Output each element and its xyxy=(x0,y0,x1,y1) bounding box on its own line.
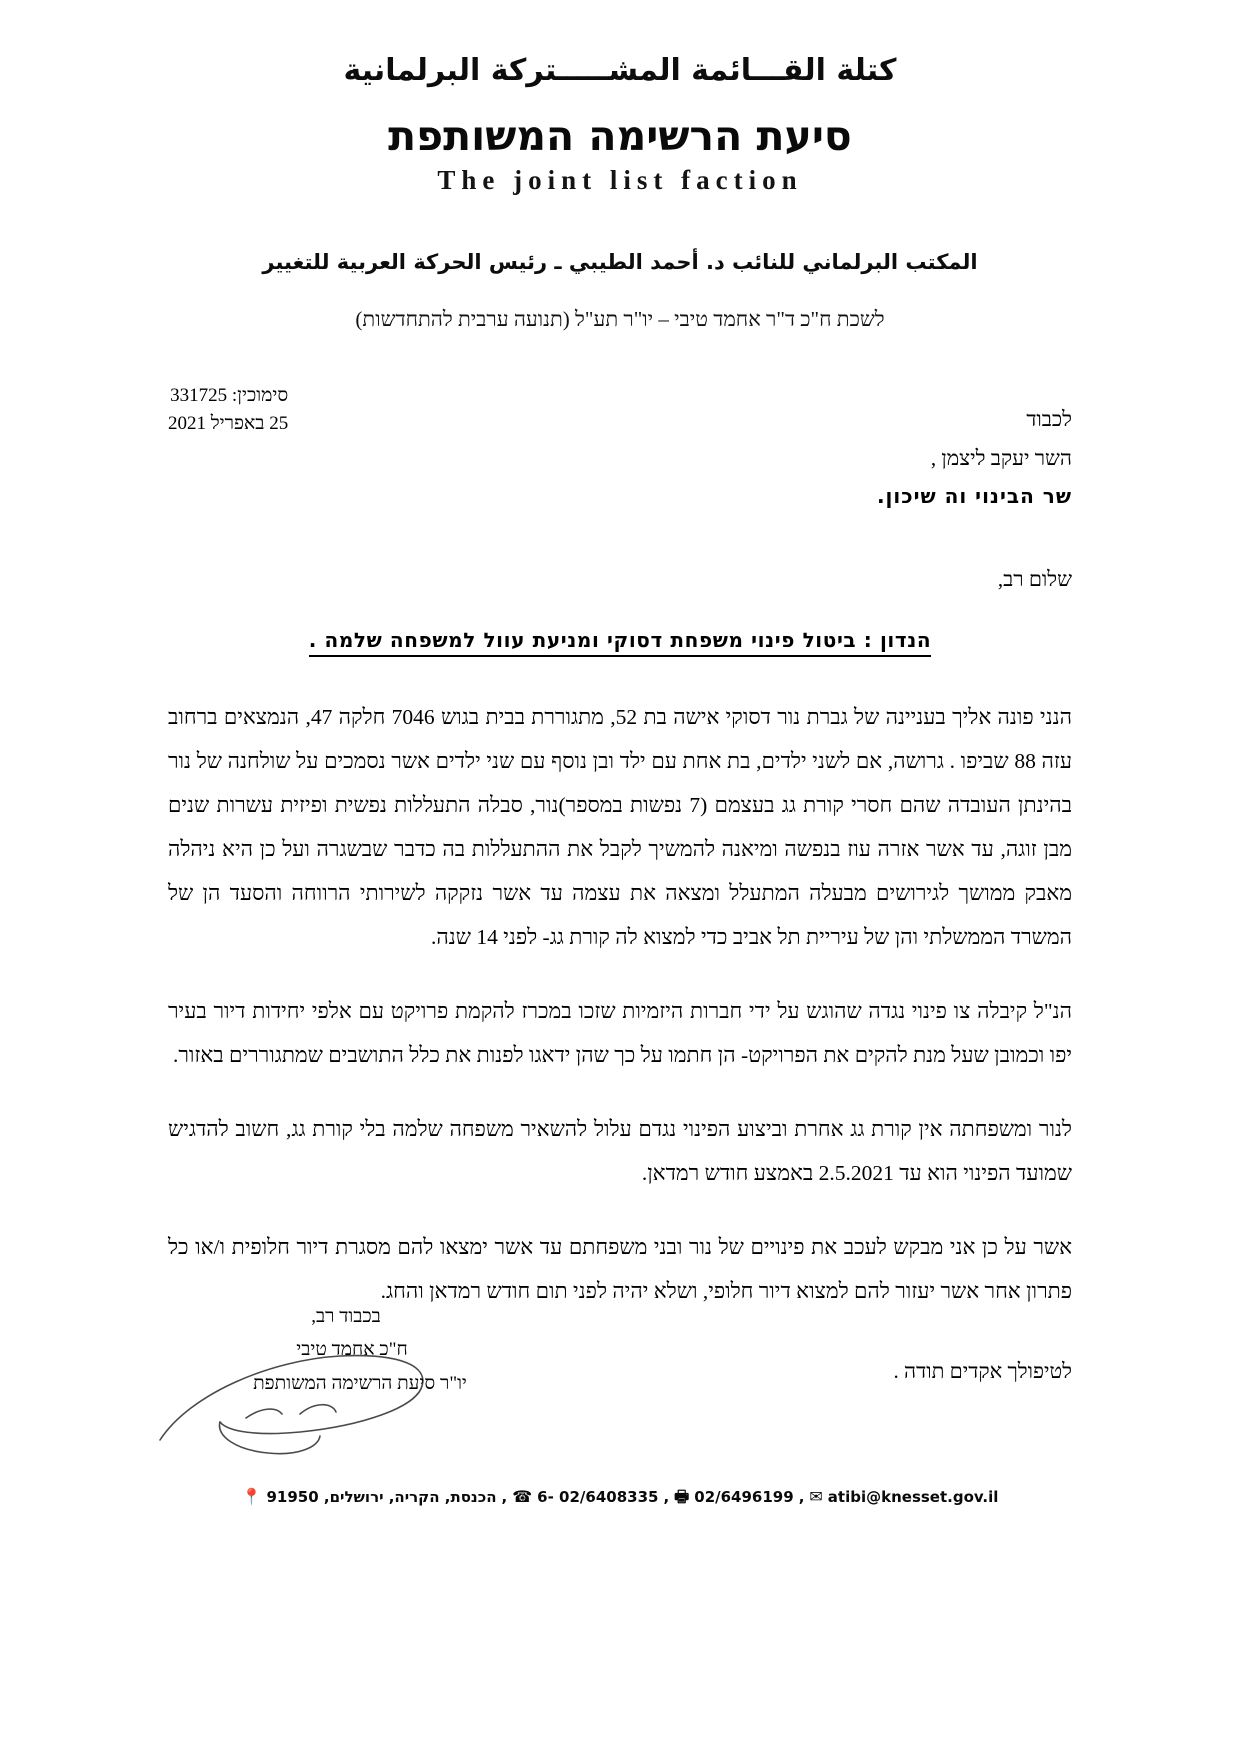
footer-phone: 02/6408335 -6 xyxy=(537,1488,659,1506)
parliamentary-office-arabic: المكتب البرلماني للنائب د. أحمد الطيبي ـ رئيس الحركة العربية للتغيير xyxy=(262,249,978,274)
footer-email[interactable]: atibi@knesset.gov.il xyxy=(827,1488,999,1506)
letterhead-english-title: The joint list faction xyxy=(437,164,803,195)
reference-number: סימוכין: 331725 xyxy=(170,385,289,406)
footer-sep-3: , xyxy=(501,1488,508,1506)
paragraph-2: הנ"ל קיבלה צו פינוי נגדה שהוגש על ידי חברות היזמיות שזכו במכרז להקמת פרויקט עם אלפי יחידות דיור בעיר יפו וכמובן שעל מנת להקים את הפרויקט- הן חתמו על כך שהן ידאגו לפנות את כלל התושבים שמתגוררים באזור. xyxy=(168,999,1072,1068)
paragraph-3: לנור ומשפחתה אין קורת גג אחרת וביצוע הפינוי נגדם עלול להשאיר משפחה שלמה בלי קורת גג, חשוב להדגיש שמועד הפינוי הוא עד 2.5.2021 באמצע חודש רמדאן. xyxy=(168,1117,1072,1186)
addressee-name: השר יעקב ליצמן , xyxy=(930,445,1072,470)
footer-sep-1: , xyxy=(798,1488,805,1506)
paragraph-1: הנני פונה אליך בעניינה של גברת נור דסוקי אישה בת 52, מתגוררת בבית בגוש 7046 חלקה 47, הנמצאים ברחוב עזה 88 שביפו . גרושה, אם לשני ילדים, בת אחת עם ילד ובן נוסף עם שני ילדים אשר נסמכים על שולחנה של נור בהינתן העובדה שהם חסרי קורת גג בעצמם (7 נפשות במספר)נור, סבלה התעללות נפשית ופיזית עשרות שנים מבן זוגה, עד אשר אזרה עוז בנפשה ומיאנה להמשיך לקבל את ההתעללות בה כדבר שבשגרה ועל כן היא ניהלה מאבק ממושך לגירושים מבעלה המתעלל ומצאה את עצמה עד אשר נזקקה לשירותי הרווחה והסעד הן של המשרד הממשלתי והן של עיריית תל אביב כדי למצוא לה קורת גג- לפני 14 שנה. xyxy=(168,704,1073,949)
location-pin-icon: 📍 xyxy=(241,1487,262,1506)
signature-name: ח"כ אחמד טיבי xyxy=(296,1339,408,1361)
addressee-title: שר הבינוי וה שיכון. xyxy=(876,483,1072,508)
paragraph-4: אשר על כן אני מבקש לעכב את פינויים של נור ובני משפחתם עד אשר ימצאו להם מסגרת דיור חלופית ו/או כל פתרון אחר אשר יעזור להם למצוא דיור חלופי, ושלא יהיה לפני תום חודש רמדאן והחג. xyxy=(168,1235,1072,1304)
footer-fax: 02/6496199 xyxy=(694,1488,794,1506)
footer-contact-bar xyxy=(0,1488,1240,1506)
signature-closing: בכבוד רב, xyxy=(311,1306,381,1327)
footer-sep-2: , xyxy=(663,1488,670,1506)
subject-text: הנדון : ביטול פינוי משפחת דסוקי ומניעת עוול למשפחה שלמה . xyxy=(309,628,932,657)
signature-block xyxy=(150,1300,570,1490)
letterhead-arabic-title: كتلة القـــائمة المشـــــتركة البرلمانية xyxy=(343,53,897,88)
parliamentary-office-hebrew: לשכת ח"כ ד"ר אחמד טיבי – יו"ר תע"ל (תנועה ערבית להתחדשות) xyxy=(355,306,885,331)
signature-title: יו"ר סיעת הרשימה המשותפת xyxy=(253,1372,467,1394)
envelope-icon: ✉ xyxy=(809,1487,823,1506)
subject-line xyxy=(168,628,1072,657)
greeting: שלום רב, xyxy=(997,566,1072,591)
closing-thanks: לטיפולך אקדים תודה . xyxy=(893,1359,1072,1384)
phone-icon: ☎ xyxy=(512,1487,533,1506)
addressee-salutation: לכבוד xyxy=(1026,407,1072,431)
letter-body xyxy=(168,400,1072,1384)
fax-icon: 🖶 xyxy=(674,1487,690,1506)
letterhead-hebrew-title: סיעת הרשימה המשותפת xyxy=(388,111,852,160)
letterhead xyxy=(0,0,1240,196)
letter-date: 25 באפריל 2021 xyxy=(168,412,289,434)
addressee-block xyxy=(168,400,1072,515)
footer-address: הכנסת, הקריה, ירושלים, 91950 xyxy=(266,1488,497,1506)
